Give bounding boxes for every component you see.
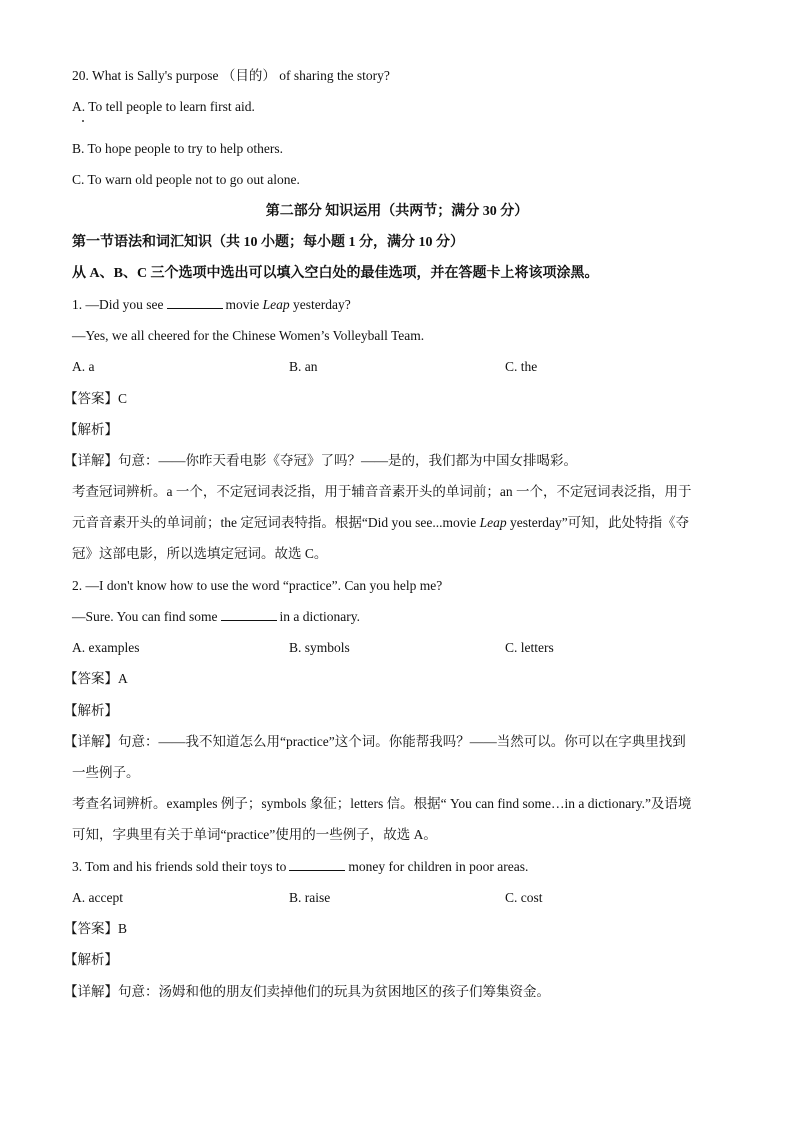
instruction: 从 A、B、C 三个选项中选出可以填入空白处的最佳选项，并在答题卡上将该项涂黑。 — [72, 266, 599, 281]
part-title: 第二部分 知识运用（共两节；满分 30 分） — [265, 204, 529, 219]
q1-exp2-italic: Leap — [479, 515, 507, 530]
q20-stem: 20. What is Sally's purpose （目的） of sharing the story? — [72, 68, 390, 83]
q1-exp2-post: yesterday”可知，此处特指《夺 — [509, 515, 690, 530]
q1-answer: 【答案】C — [64, 391, 128, 406]
q3-analysis: 【解析】 — [64, 952, 118, 967]
q3-stem-pre: 3. Tom and his friends sold their toys to — [72, 859, 287, 874]
q1-stem — [72, 296, 351, 314]
q2-detail1: 【详解】句意：——我不知道怎么用“practice”这个词。你能帮我吗？——当然可以。你可以在字典里找到 — [64, 734, 686, 749]
q2-line2-post: in a dictionary. — [279, 609, 360, 624]
q2-exp2: 可知，字典里有关于单词“practice”使用的一些例子，故选 A。 — [72, 827, 437, 842]
q2-blank — [221, 608, 277, 621]
q1-option-c: C. the — [505, 359, 538, 374]
q3-answer: 【答案】B — [64, 921, 128, 936]
q20-option-c: C. To warn old people not to go out alone. — [72, 172, 300, 187]
q3-option-b: B. raise — [289, 890, 331, 905]
q2-answer: 【答案】A — [64, 671, 128, 686]
q2-stem: 2. —I don't know how to use the word “practice”. Can you help me? — [72, 578, 443, 593]
q3-stem-post: money for children in poor areas. — [348, 859, 529, 874]
q2-option-b: B. symbols — [289, 640, 350, 655]
q1-exp1: 考查冠词辨析。a 一个，不定冠词表泛指，用于辅音音素开头的单词前；an 一个，不定冠词表泛指，用于 — [72, 484, 692, 499]
q1-exp3: 冠》这部电影，所以选填定冠词。故选 C。 — [72, 546, 328, 561]
q1-blank — [167, 296, 223, 309]
q2-line2-pre: —Sure. You can find some — [72, 609, 218, 624]
q1-line2: —Yes, we all cheered for the Chinese Women’s Volleyball Team. — [72, 328, 425, 343]
q1-option-b: B. an — [289, 359, 318, 374]
q2-exp1: 考查名词辨析。examples 例子；symbols 象征；letters 信。根据“ You can find some…in a dictionary.”及语境 — [72, 796, 692, 811]
q1-analysis: 【解析】 — [64, 422, 118, 437]
q1-stem-italic: Leap — [262, 297, 290, 312]
q1-exp2 — [72, 514, 689, 532]
q3-stem — [72, 858, 528, 876]
q20-option-a: A. To tell people to learn first aid. — [72, 99, 255, 114]
q2-analysis: 【解析】 — [64, 703, 118, 718]
q1-detail: 【详解】句意：——你昨天看电影《夺冠》了吗？——是的，我们都为中国女排喝彩。 — [64, 453, 577, 468]
stray-dot — [82, 120, 84, 122]
q20-option-b: B. To hope people to try to help others. — [72, 141, 284, 156]
q3-option-c: C. cost — [505, 890, 543, 905]
q2-option-c: C. letters — [505, 640, 554, 655]
q2-line2 — [72, 608, 360, 626]
q1-exp2-pre: 元音音素开头的单词前；the 定冠词表特指。根据“Did you see...movie — [72, 515, 477, 530]
q1-stem-post: yesterday? — [293, 297, 351, 312]
q2-detail2: 一些例子。 — [72, 765, 140, 780]
sub-title: 第一节语法和词汇知识（共 10 小题；每小题 1 分，满分 10 分） — [72, 235, 464, 250]
q1-stem-mid: movie — [225, 297, 260, 312]
q3-detail: 【详解】句意：汤姆和他的朋友们卖掉他们的玩具为贫困地区的孩子们筹集资金。 — [64, 984, 550, 999]
q3-blank — [289, 858, 345, 871]
q1-stem-pre: 1. —Did you see — [72, 297, 164, 312]
q3-option-a: A. accept — [72, 890, 123, 905]
q1-option-a: A. a — [72, 359, 95, 374]
q2-option-a: A. examples — [72, 640, 140, 655]
